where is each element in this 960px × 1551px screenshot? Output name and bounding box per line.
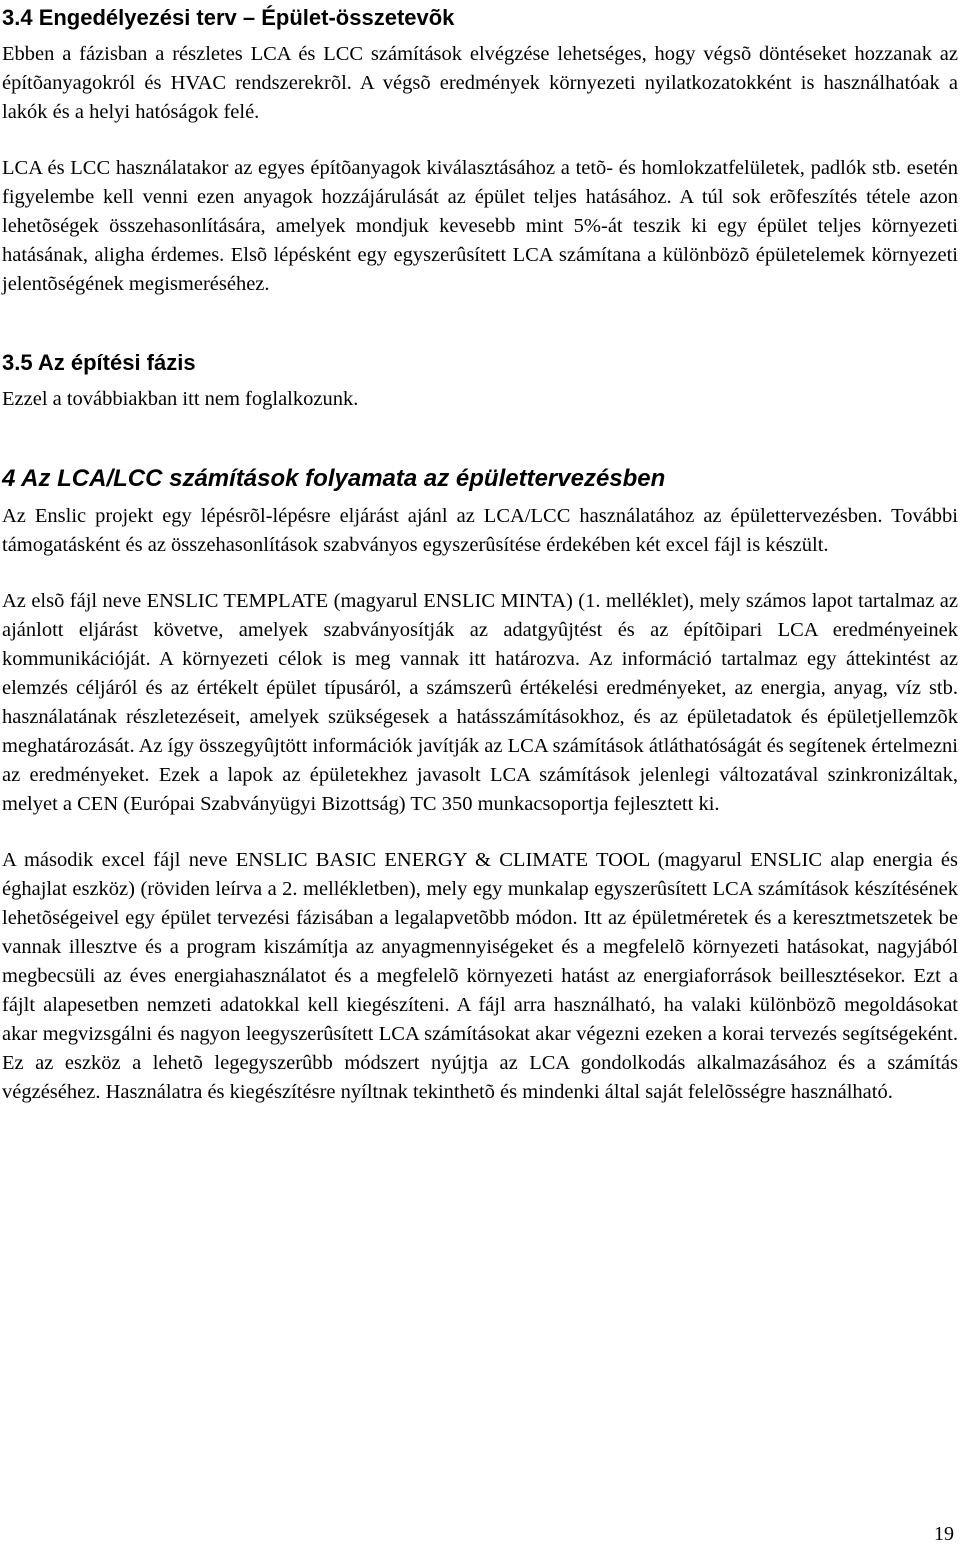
section-heading-3-5: 3.5 Az építési fázis <box>2 350 196 375</box>
spacer <box>2 299 958 349</box>
spacer <box>2 127 958 154</box>
paragraph: Az elsõ fájl neve ENSLIC TEMPLATE (magyarul ENSLIC MINTA) (1. melléklet), mely számos lapot tartalmaz az ajánlott eljárást követve, amelyek szabványosítják az adatgyûjtést és az építõipari LCA eredményeinek kommunikációját. A környezeti célok is meg vannak itt határozva. Az információ tartalmaz egy áttekintést az elemzés céljáról és az értékelt épület típusáról, a számszerû értékelési eredményeket, az energia, anyag, víz stb. használatának részletezéseit, amelyek szükségesek a hatásszámításokhoz, és az épületadatok és épületjellemzõk meghatározását. Az így összegyûjtött információk javítják az LCA számítások átláthatóságát és segítenek értelmezni az eredményeket. Ezek a lapok az épületekhez javasolt LCA számítások jelenlegi változatával szinkronizáltak, melyet a CEN (Európai Szabványügyi Bizottság) TC 350 munkacsoportja fejlesztett ki. <box>2 590 958 815</box>
paragraph: Ezzel a továbbiakban itt nem foglalkozunk. <box>2 388 359 410</box>
section-heading-3-4: 3.4 Engedélyezési terv – Épület-összetevõk <box>2 5 455 30</box>
paragraph: LCA és LCC használatakor az egyes építõanyagok kiválasztásához a tetõ- és homlokzatfelületek, padlók stb. esetén figyelembe kell venni ezen anyagok hozzájárulását az épület teljes hatásához. A túl sok erõfeszítés tétele azon lehetõségek összehasonlítására, amelyek mondjuk kevesebb mint 5%-át teszik ki egy épület teljes környezeti hatásának, aligha érdemes. Elsõ lépésként egy egyszerûsített LCA számítana a különbözõ épületelemek környezeti jelentõségének megismeréséhez. <box>2 157 958 295</box>
page-number: 19 <box>934 1523 954 1545</box>
spacer <box>2 414 958 464</box>
spacer <box>2 819 958 846</box>
paragraph: Az Enslic projekt egy lépésrõl-lépésre eljárást ajánl az LCA/LCC használatához az épülettervezésben. További támogatásként és az összehasonlítások szabványos egyszerûsítése érdekében két excel fájl is készült. <box>2 505 958 556</box>
section-heading-4: 4 Az LCA/LCC számítások folyamata az épülettervezésben <box>2 465 666 492</box>
paragraph: A második excel fájl neve ENSLIC BASIC ENERGY & CLIMATE TOOL (magyarul ENSLIC alap energia és éghajlat eszköz) (röviden leírva a 2. mellékletben), mely egy munkalap egyszerûsített LCA számítások készítésének lehetõségeivel egy épület tervezési fázisában a legalapvetõbb módon. Itt az épületméretek és a keresztmetszetek be vannak illesztve és a program kiszámítja az anyagmennyiségeket és a megfelelõ környezeti hatásokat, nagyjából megbecsüli az éves energiahasználatot és a megfelelõ környezeti hatást az energiaforrások beillesztésekor. Ezt a fájlt alapesetben nemzeti adatokkal kell kiegészíteni. A fájl arra használható, ha valaki különbözõ megoldásokat akar megvizsgálni és nagyon leegyszerûsített LCA számításokat akar végezni ezeken a korai tervezés segítségeként. Ez az eszköz a lehetõ legegyszerûbb módszert nyújtja az LCA gondolkodás alkalmazásához és a számítás végzéséhez. Használatra és kiegészítésre nyíltnak tekinthetõ és mindenki által saját felelõsségre használható. <box>2 849 958 1103</box>
paragraph: Ebben a fázisban a részletes LCA és LCC számítások elvégzése lehetséges, hogy végsõ döntéseket hozzanak az építõanyagokról és HVAC rendszerekrõl. A végsõ eredmények környezeti nyilatkozatokként is használhatóak a lakók és a helyi hatóságok felé. <box>2 43 958 123</box>
spacer <box>2 560 958 587</box>
